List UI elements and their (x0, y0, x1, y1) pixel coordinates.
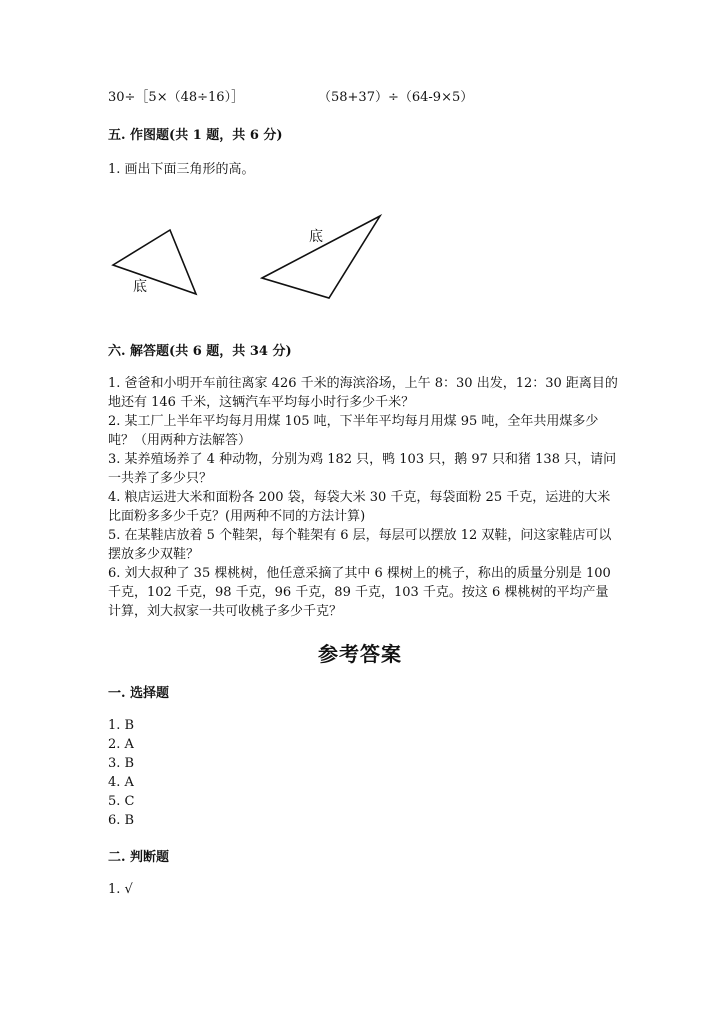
drawing-question-1: 1. 画出下面三角形的高。 (108, 162, 255, 177)
section-heading-word-problems: 六. 解答题(共 6 题，共 34 分) (108, 344, 292, 359)
answer-choice-3: 3. B (108, 756, 135, 771)
word-problem-6: 6. 刘大叔种了 35 棵桃树，他任意采摘了其中 6 棵树上的桃子，称出的质量分别是 100 千克，102 千克，98 千克，96 千克，89 千克，103 千克。按这 6 棵桃树的平均产量计算，刘大叔家一共可收桃子多少千克？ (108, 566, 611, 619)
answers-title: 参考答案 (318, 642, 402, 666)
answers-section-judgment-heading: 二. 判断题 (108, 850, 170, 865)
word-problem-4: 4. 粮店运进大米和面粉各 200 袋，每袋大米 30 千克，每袋面粉 25 千克，运进的大米比面粉多多少千克？(用两种不同的方法计算) (108, 490, 611, 524)
calc-expression-2: （58+37）÷（64-9×5） (318, 90, 474, 105)
answers-section-choice-heading: 一. 选择题 (108, 686, 170, 701)
left-triangle-base-label: 底 (133, 279, 147, 295)
word-problems-list (108, 374, 618, 621)
right-triangle-base-label: 底 (309, 229, 323, 245)
word-problem-3: 3. 某养殖场养了 4 种动物，分别为鸡 182 只，鸭 103 只，鹅 97 只和猪 138 只，请问一共养了多少只？ (108, 452, 617, 486)
answer-choice-4: 4. A (108, 775, 134, 790)
section-heading-drawing: 五. 作图题(共 1 题，共 6 分) (108, 128, 283, 143)
answer-choice-5: 5. C (108, 794, 135, 809)
answer-choice-1: 1. B (108, 718, 135, 733)
word-problem-5: 5. 在某鞋店放着 5 个鞋架，每个鞋架有 6 层，每层可以摆放 12 双鞋，问这家鞋店可以摆放多少双鞋？ (108, 528, 612, 562)
answer-choice-6: 6. B (108, 813, 135, 828)
word-problem-1: 1. 爸爸和小明开车前往离家 426 千米的海滨浴场，上午 8：30 出发，12：30 距离目的地还有 146 千米，这辆汽车平均每小时行多少千米？ (108, 376, 618, 410)
left-triangle (113, 230, 196, 294)
word-problem-2: 2. 某工厂上半年平均每月用煤 105 吨，下半年平均每月用煤 95 吨，全年共用煤多少吨？（用两种方法解答） (108, 414, 599, 448)
answer-choice-2: 2. A (108, 737, 134, 752)
answer-judgment-1: 1. √ (108, 882, 133, 897)
calc-expression-1: 30÷［5×（48÷16）］ (108, 90, 245, 105)
